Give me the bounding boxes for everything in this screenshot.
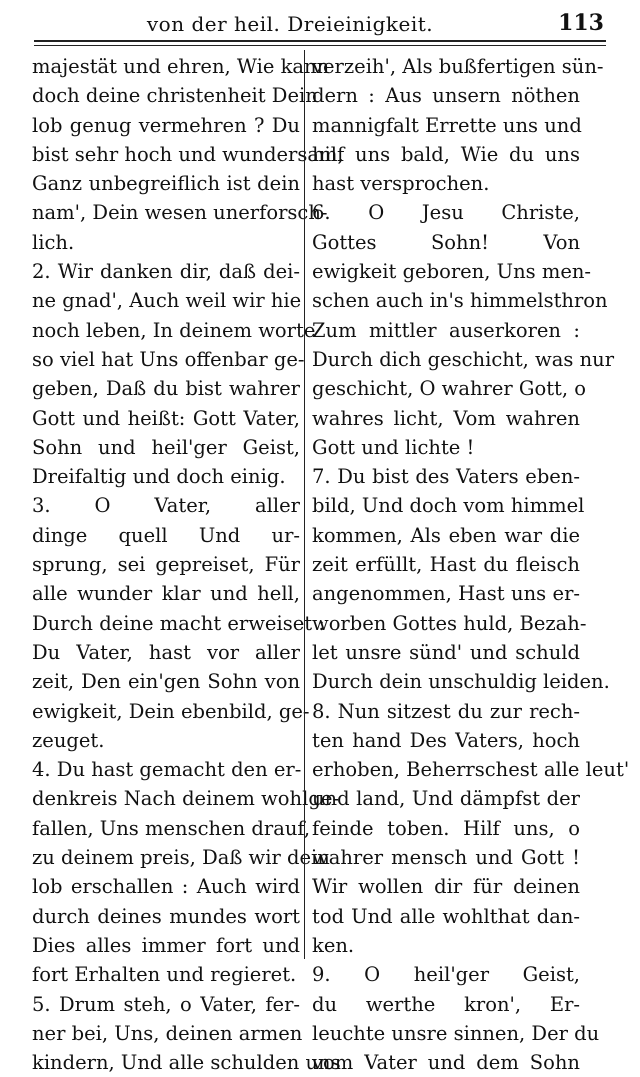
text-line: durch deines mundes wort xyxy=(32,904,300,928)
text-line: zu deinem preis, Daß wir dein xyxy=(32,846,330,870)
text-line: bist sehr hoch und wundersam, xyxy=(32,142,344,166)
text-line: Durch dein unschuldig leiden. xyxy=(312,670,610,694)
text-line: ken. xyxy=(312,933,355,957)
text-line: 8. Nun sitzest du zur rech- xyxy=(312,699,580,723)
text-line: ne gnad', Auch weil wir hie xyxy=(32,289,302,313)
text-line: geschicht, O wahrer Gott, o xyxy=(312,377,587,401)
text-line: hilf uns bald, Wie du uns xyxy=(312,142,580,166)
text-line: wahrer mensch und Gott ! xyxy=(312,846,580,870)
text-line: Dies alles immer fort und xyxy=(32,933,300,957)
text-line: alle wunder klar und hell, xyxy=(32,582,300,606)
text-line: und land, Und dämpfst der xyxy=(312,787,580,811)
right-text-column xyxy=(312,52,630,1075)
text-line: 4. Du hast gemacht den er- xyxy=(32,758,302,782)
text-line: noch leben, In deinem worte xyxy=(32,318,316,342)
text-line: zeuget. xyxy=(32,728,105,752)
running-title: von der heil. Dreieinigkeit. xyxy=(146,12,434,36)
text-line: 2. Wir danken dir, daß dei- xyxy=(32,260,300,284)
text-line: sprung, sei gepreiset, Für xyxy=(32,553,300,577)
text-line: 7. Du bist des Vaters eben- xyxy=(312,465,580,489)
text-line: Gott und lichte ! xyxy=(312,435,475,459)
text-line: feinde toben. Hilf uns, o xyxy=(312,816,580,840)
text-line: bild, Und doch vom himmel xyxy=(312,494,585,518)
text-line: zeit erfüllt, Hast du fleisch xyxy=(312,553,580,577)
text-line: ten hand Des Vaters, hoch xyxy=(312,728,580,752)
text-line: ewigkeit, Dein ebenbild, ge- xyxy=(32,699,310,723)
text-line: fallen, Uns menschen drauf, xyxy=(32,816,311,840)
text-line: Dreifaltig und doch einig. xyxy=(32,465,286,489)
text-line: fort Erhalten und regieret. xyxy=(32,963,297,987)
text-line: 3. O Vater, aller xyxy=(32,494,300,518)
text-line: 9. O heil'ger Geist, xyxy=(312,963,580,987)
running-header xyxy=(36,8,604,38)
text-line: leuchte unsre sinnen, Der du xyxy=(312,1021,600,1045)
page-number: 113 xyxy=(558,10,604,36)
text-line: Sohn und heil'ger Geist, xyxy=(32,435,300,459)
text-line: Gottes Sohn! Von xyxy=(312,230,580,254)
text-line: let unsre sünd' und schuld xyxy=(312,640,580,664)
text-line: schen auch in's himmelsthron xyxy=(312,289,608,313)
text-line: hast versprochen. xyxy=(312,172,490,196)
text-line: Durch dich geschicht, was nur xyxy=(312,347,615,371)
header-rule-thin xyxy=(34,45,606,46)
text-line: tod Und alle wohlthat dan- xyxy=(312,904,580,928)
text-line: ner bei, Uns, deinen armen xyxy=(32,1021,303,1045)
text-line: dinge quell Und ur- xyxy=(32,523,300,547)
text-line: geben, Daß du bist wahrer xyxy=(32,377,300,401)
text-line: Gott und heißt: Gott Vater, xyxy=(32,406,300,430)
text-line: majestät und ehren, Wie kann xyxy=(32,55,330,78)
text-line: lob genug vermehren ? Du xyxy=(32,113,300,137)
text-line: zeit, Den ein'gen Sohn von xyxy=(32,670,300,694)
left-text-column xyxy=(32,52,344,1075)
text-line: worben Gottes huld, Bezah- xyxy=(312,611,587,635)
text-line: kindern, Und alle schulden uns xyxy=(32,1051,341,1075)
text-line: Durch deine macht erweiset : xyxy=(32,611,325,635)
text-line: mannigfalt Errette uns und xyxy=(312,113,582,137)
text-line: du werthe kron', Er- xyxy=(312,992,580,1016)
text-line: dern : Aus unsern nöthen xyxy=(312,84,580,108)
text-line: doch deine christenheit Dein xyxy=(32,84,318,108)
text-line: angenommen, Hast uns er- xyxy=(312,582,580,606)
text-line: Ganz unbegreiflich ist dein xyxy=(32,172,300,196)
text-line: Wir wollen dir für deinen xyxy=(312,875,580,899)
text-line: kommen, Als eben war die xyxy=(312,523,580,547)
text-line: so viel hat Uns offenbar ge- xyxy=(32,347,305,371)
text-line: Zum mittler auserkoren : xyxy=(312,318,580,342)
text-line: erhoben, Beherrschest alle leut' xyxy=(312,758,630,782)
header-rule-thick xyxy=(34,40,606,42)
text-line: wahres licht, Vom wahren xyxy=(312,406,580,430)
text-line: lob erschallen : Auch wird xyxy=(32,875,300,899)
text-line: Du Vater, hast vor aller xyxy=(32,640,300,664)
text-line: ewigkeit geboren, Uns men- xyxy=(312,260,592,284)
text-line: nam', Dein wesen unerforsch- xyxy=(32,201,328,225)
text-line: 5. Drum steh, o Vater, fer- xyxy=(32,992,300,1016)
text-line: verzeih', Als bußfertigen sün- xyxy=(312,55,604,78)
text-line: vom Vater und dem Sohn xyxy=(312,1051,580,1075)
text-line: denkreis Nach deinem wohlge- xyxy=(32,787,339,811)
column-divider xyxy=(304,50,305,959)
text-line: lich. xyxy=(32,230,75,254)
text-line: 6. O Jesu Christe, xyxy=(312,201,580,225)
